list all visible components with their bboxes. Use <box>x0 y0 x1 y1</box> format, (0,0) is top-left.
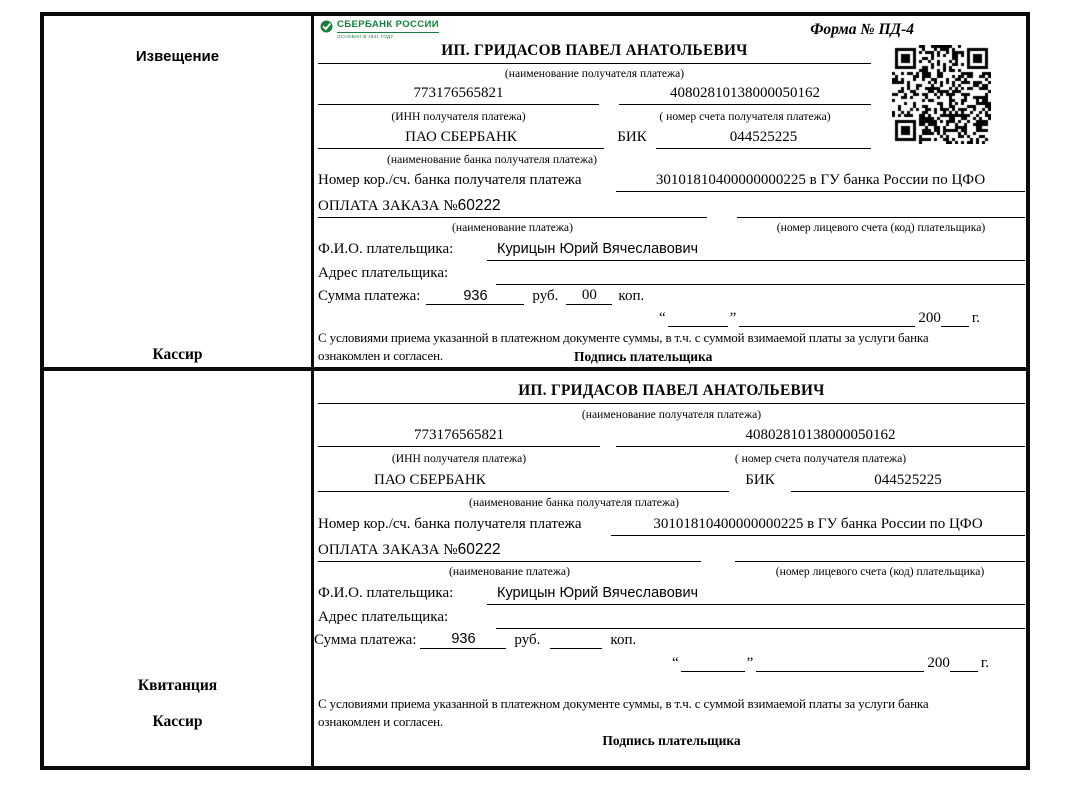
bank-name: ПАО СБЕРБАНК <box>318 129 604 149</box>
agreement-line2: ознакомлен и согласен. <box>318 714 443 729</box>
bik-value: 044525225 <box>791 472 1025 492</box>
date-row <box>672 654 989 672</box>
sberbank-logo <box>320 20 439 39</box>
payer-address-blank <box>496 265 1025 285</box>
bank-caption: (наименование банка получателя платежа) <box>469 496 679 509</box>
corr-account-value: 30101810400000000225 в ГУ банка России по ЦФО <box>616 172 1025 192</box>
date-row <box>659 309 980 327</box>
rub-label: руб. <box>532 288 559 304</box>
payment-order-number: 60222 <box>457 541 501 558</box>
account-value: 40802810138000050162 <box>616 427 1025 447</box>
notice-side-cell <box>44 16 314 371</box>
payer-address-blank <box>496 609 1025 629</box>
kop-label: коп. <box>618 288 645 304</box>
bik-label: БИК <box>617 129 647 145</box>
date-month-blank <box>739 309 915 327</box>
sberbank-logo-subtext: ОСНОВАН В 1841 ГОДУ <box>337 33 394 39</box>
payment-caption: (наименование платежа) <box>449 565 570 578</box>
amount-kop-value: 00 <box>566 287 612 305</box>
payer-name-value: Курицын Юрий Вячеславович <box>487 241 1025 261</box>
amount-label: Сумма платежа: <box>318 288 421 304</box>
bank-name: ПАО СБЕРБАНК <box>318 472 729 492</box>
bik-value: 044525225 <box>656 129 871 149</box>
personal-account-blank <box>735 541 1025 562</box>
sberbank-logo-text: СБЕРБАНК РОССИИ <box>337 20 439 33</box>
receipt-cashier-label: Кассир <box>152 713 203 730</box>
payment-caption: (наименование платежа) <box>452 221 573 234</box>
inn-value: 773176565821 <box>318 85 599 105</box>
year-suffix: г. <box>980 654 990 671</box>
recipient-name: ИП. ГРИДАСОВ ПАВЕЛ АНАТОЛЬЕВИЧ <box>318 42 871 64</box>
payer-address-label: Адрес плательщика: <box>318 609 449 625</box>
open-quote: “ <box>672 654 679 671</box>
account-value: 40802810138000050162 <box>619 85 871 105</box>
amount-rub-value: 936 <box>426 288 524 306</box>
year-prefix: 200 <box>918 309 941 326</box>
receipt-side-cell <box>44 371 314 766</box>
kop-label: коп. <box>610 631 637 648</box>
rub-label: руб. <box>514 631 541 648</box>
recipient-caption: (наименование получателя платежа) <box>581 408 762 421</box>
payment-name: ОПЛАТА ЗАКАЗА № <box>318 542 458 558</box>
payer-name-label: Ф.И.О. плательщика: <box>318 241 454 257</box>
notice-side-label: Извещение <box>135 48 220 65</box>
sberbank-logo-icon <box>320 20 333 38</box>
corr-account-label: Номер кор./сч. банка получателя платежа <box>318 516 582 532</box>
recipient-name: ИП. ГРИДАСОВ ПАВЕЛ АНАТОЛЬЕВИЧ <box>318 382 1025 404</box>
account-caption: ( номер счета получателя платежа) <box>659 110 831 123</box>
inn-caption: (ИНН получателя платежа) <box>391 110 526 123</box>
payer-name-label: Ф.И.О. плательщика: <box>318 585 454 601</box>
payer-address-label: Адрес плательщика: <box>318 265 449 281</box>
date-day-blank <box>668 309 728 327</box>
corr-account-value: 30101810400000000225 в ГУ банка России по ЦФО <box>611 516 1025 536</box>
payment-name-line <box>318 197 707 218</box>
receipt-side-label: Квитанция <box>137 677 218 694</box>
payment-form-pd4 <box>40 12 1030 770</box>
notice-cashier-label: Кассир <box>152 346 203 363</box>
amount-kop-value <box>550 631 602 649</box>
payment-name: ОПЛАТА ЗАКАЗА № <box>318 198 458 214</box>
bik-label: БИК <box>745 472 775 488</box>
amount-rub-value: 936 <box>420 631 506 649</box>
date-month-blank <box>756 654 924 672</box>
form-number-title: Форма № ПД-4 <box>810 21 914 38</box>
personal-account-blank <box>737 197 1025 218</box>
payer-signature-label: Подпись плательщика <box>602 733 741 748</box>
amount-row <box>314 631 636 649</box>
payer-signature-label: Подпись плательщика <box>574 349 713 364</box>
personal-account-caption: (номер лицевого счета (код) плательщика) <box>775 565 985 578</box>
open-quote: “ <box>659 309 666 326</box>
payer-name-value: Курицын Юрий Вячеславович <box>487 585 1025 605</box>
account-caption: ( номер счета получателя платежа) <box>734 452 907 465</box>
agreement-line1: С условиями приема указанной в платежном документе суммы, в т.ч. с суммой взимаемой платы за услуги банка <box>318 696 929 711</box>
amount-row <box>318 287 644 305</box>
recipient-caption: (наименование получателя платежа) <box>504 67 685 80</box>
year-blank <box>950 654 978 672</box>
amount-label: Сумма платежа: <box>314 631 417 648</box>
year-prefix: 200 <box>927 654 950 671</box>
receipt-body-cell <box>314 371 1026 766</box>
close-quote: ” <box>729 309 737 326</box>
qr-code <box>892 45 991 144</box>
close-quote: ” <box>746 654 754 671</box>
date-day-blank <box>681 654 745 672</box>
notice-body-cell <box>314 16 1026 371</box>
corr-account-label: Номер кор./сч. банка получателя платежа <box>318 172 582 188</box>
personal-account-caption: (номер лицевого счета (код) плательщика) <box>776 221 986 234</box>
payment-order-number: 60222 <box>457 197 501 214</box>
bank-caption: (наименование банка получателя платежа) <box>387 153 597 166</box>
payment-name-line <box>318 541 701 562</box>
inn-caption: (ИНН получателя платежа) <box>391 452 527 465</box>
inn-value: 773176565821 <box>318 427 600 447</box>
year-suffix: г. <box>971 309 981 326</box>
agreement-line1: С условиями приема указанной в платежном документе суммы, в т.ч. с суммой взимаемой платы за услуги банка <box>318 330 929 345</box>
year-blank <box>941 309 969 327</box>
agreement-line2: ознакомлен и согласен. <box>318 348 443 363</box>
